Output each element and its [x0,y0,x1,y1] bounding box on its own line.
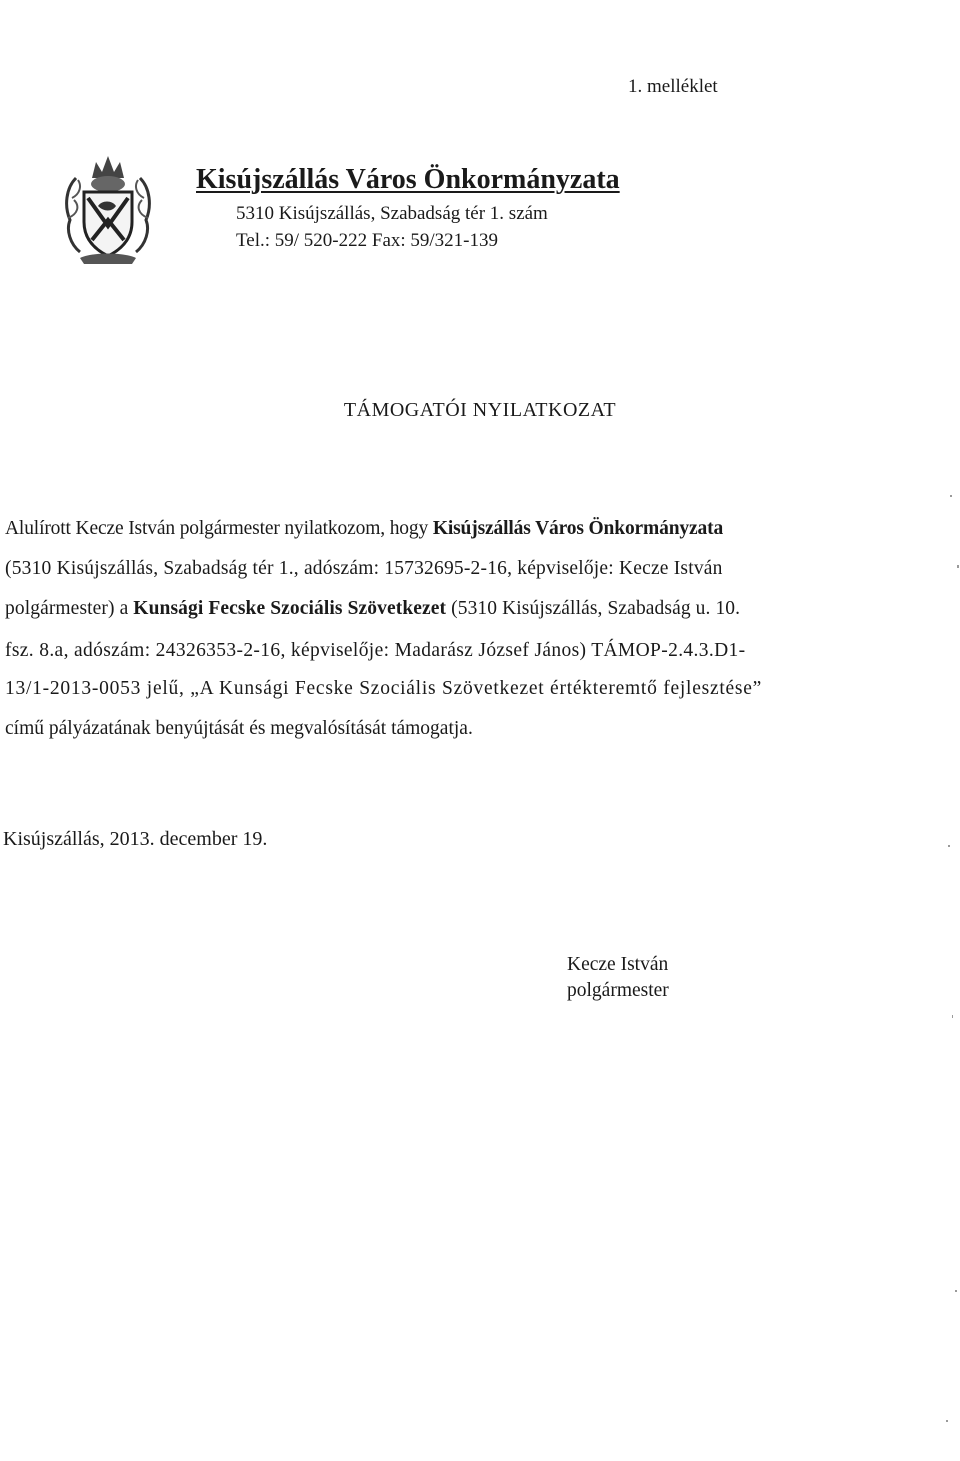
body-line-3 [5,598,740,620]
scan-speck [955,1290,957,1292]
place-and-date: Kisújszállás, 2013. december 19. [3,828,268,850]
scan-speck [957,565,959,568]
scan-speck [952,1015,953,1018]
annex-label: 1. melléklet [628,76,718,97]
body-line-6: című pályázatának benyújtását és megvalósítását támogatja. [5,718,473,739]
scan-speck [950,495,952,497]
organization-name: Kisújszállás Város Önkormányzata [196,164,620,195]
coat-of-arms-icon [62,148,154,266]
body-line-1 [5,518,723,540]
organization-address: 5310 Kisújszállás, Szabadság tér 1. szám [236,203,548,224]
scan-speck [946,1420,948,1422]
body-line-1-text: Alulírott Kecze István polgármester nyilatkozom, hogy [5,518,433,539]
body-line-2: (5310 Kisújszállás, Szabadság tér 1., adószám: 15732695-2-16, képviselője: Kecze István [5,558,723,579]
organization-phone-fax: Tel.: 59/ 520-222 Fax: 59/321-139 [236,230,499,251]
body-line-3-rest: (5310 Kisújszállás, Szabadság u. 10. [446,598,741,619]
body-line-5: 13/1-2013-0053 jelű, „A Kunsági Fecske Szociális Szövetkezet értékteremtő fejlesztése” [5,678,763,699]
signatory-title: polgármester [567,980,669,1001]
document-title: TÁMOGATÓI NYILATKOZAT [343,399,617,421]
signatory-name: Kecze István [567,954,669,975]
body-line-4: fsz. 8.a, adószám: 24326353-2-16, képviselője: Madarász József János) TÁMOP-2.4.3.D1- [5,640,746,661]
body-line-1-bold: Kisújszállás Város Önkormányzata [432,518,724,539]
scan-speck [948,845,950,847]
body-line-3-text: polgármester) a [5,598,134,619]
body-line-3-bold: Kunsági Fecske Szociális Szövetkezet [133,598,447,619]
